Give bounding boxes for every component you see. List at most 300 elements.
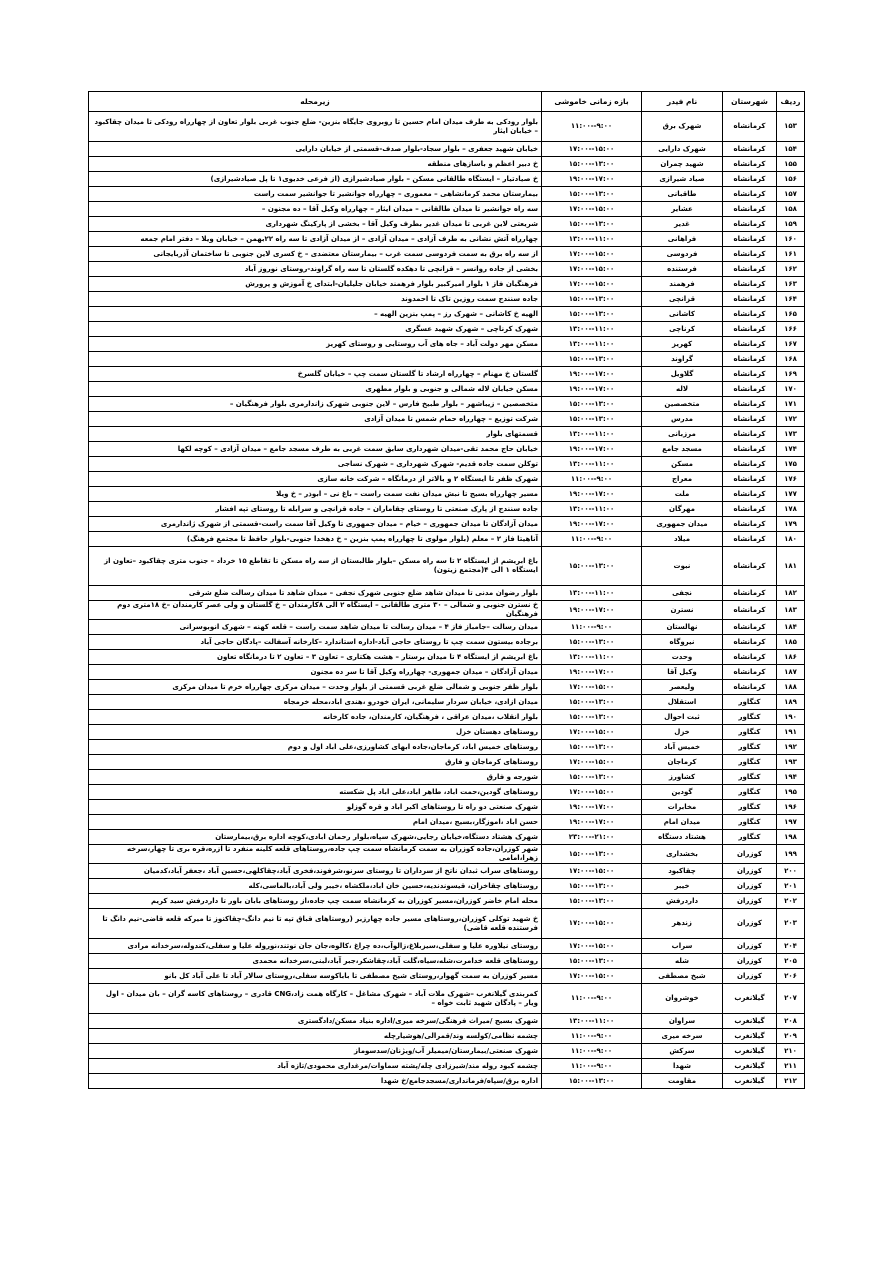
cell-outage-time: ۹:۰۰--۱۱:۰۰ (542, 984, 642, 1014)
table-row (89, 635, 805, 650)
cell-neighborhood: روستای نیلاوره علیا و سفلی،سیزبلاغ،زالوآب،ده چراغ ،کالوه،جان جان نوتند،نوروله علیا و سفلی،کندوله،سرخدانه مرادی (89, 939, 542, 954)
cell-row-number: ۱۶۴ (777, 292, 805, 307)
cell-feeder: کرماجان (642, 755, 723, 770)
cell-neighborhood: حسن اباد ،اموزگار،بسیج ،میدان امام (89, 815, 542, 830)
cell-outage-time: ۱۱:۰۰--۱۳:۰۰ (542, 586, 642, 601)
table-row (89, 217, 805, 232)
cell-outage-time: ۱۷:۰۰--۱۹:۰۰ (542, 815, 642, 830)
table-row (89, 172, 805, 187)
table-row (89, 307, 805, 322)
cell-outage-time: ۱۷:۰۰--۱۹:۰۰ (542, 601, 642, 620)
cell-feeder: مدرس (642, 412, 723, 427)
cell-city: کرمانشاه (723, 307, 777, 322)
cell-feeder: وحدت (642, 650, 723, 665)
cell-city: کنگاور (723, 830, 777, 845)
table-row (89, 939, 805, 954)
table-row (89, 262, 805, 277)
cell-row-number: ۱۵۶ (777, 172, 805, 187)
cell-row-number: ۱۷۰ (777, 382, 805, 397)
cell-outage-time: ۱۳:۰۰--۱۵:۰۰ (542, 954, 642, 969)
cell-row-number: ۲۰۰ (777, 864, 805, 879)
cell-city: گیلانغرب (723, 1059, 777, 1074)
table-row (89, 586, 805, 601)
cell-feeder: صیاد شیرازی (642, 172, 723, 187)
cell-outage-time: ۱۳:۰۰--۱۵:۰۰ (542, 307, 642, 322)
cell-outage-time: ۱۵:۰۰--۱۷:۰۰ (542, 680, 642, 695)
cell-feeder: مهرگان (642, 502, 723, 517)
table-row (89, 157, 805, 172)
cell-city: گیلانغرب (723, 1014, 777, 1029)
cell-neighborhood: باغ ابریشم از ایستگاه ۴ تا میدان برستار – هشت هکتاری – تعاون ۳ – تعاون ۲ تا درمانگاه تعاون (89, 650, 542, 665)
cell-feeder: قزانچی (642, 292, 723, 307)
cell-outage-time: ۱۱:۰۰--۱۳:۰۰ (542, 650, 642, 665)
cell-neighborhood: بلوار انقلاب ،میدان عراقی ، فرهنگیان، کارمندان، جاده کارخانه (89, 710, 542, 725)
cell-row-number: ۱۷۶ (777, 472, 805, 487)
cell-city: کرمانشاه (723, 487, 777, 502)
cell-row-number: ۱۷۵ (777, 457, 805, 472)
cell-neighborhood: از سه راه برق به سمت فردوسی سمت غرب – بیمارستان معتضدی – خ کسری لاین جنوبی تا ساختمان آذربایجانی (89, 247, 542, 262)
cell-neighborhood: روستاهای خمیس اباد، کرماجان،جاده ابهای کشاورزی،علی اباد اول و دوم (89, 740, 542, 755)
cell-row-number: ۱۷۴ (777, 442, 805, 457)
cell-feeder: خزل (642, 725, 723, 740)
cell-row-number: ۱۵۸ (777, 202, 805, 217)
cell-feeder: خمیس آباد (642, 740, 723, 755)
cell-city: کرمانشاه (723, 502, 777, 517)
cell-outage-time: ۹:۰۰--۱۱:۰۰ (542, 1059, 642, 1074)
table-row (89, 601, 805, 620)
cell-neighborhood: شریعتی لاین غربی تا میدان غدیر بطرف وکیل آقا – بخشی از پارکینگ شهرداری (89, 217, 542, 232)
cell-feeder: مخابرات (642, 800, 723, 815)
cell-feeder: میدان جمهوری (642, 517, 723, 532)
cell-city: کرمانشاه (723, 382, 777, 397)
cell-row-number: ۲۰۶ (777, 969, 805, 984)
cell-neighborhood: روستاهای کرماجان و فارق (89, 755, 542, 770)
cell-row-number: ۲۱۱ (777, 1059, 805, 1074)
cell-feeder: فرستنده (642, 262, 723, 277)
cell-row-number: ۱۷۷ (777, 487, 805, 502)
cell-outage-time: ۱۵:۰۰--۱۷:۰۰ (542, 909, 642, 939)
cell-feeder: استقلال (642, 695, 723, 710)
cell-feeder: مقاومت (642, 1074, 723, 1089)
cell-neighborhood: میدان آزادگان – میدان جمهوری- چهارراه وکیل آقا تا سر ده مجنون (89, 665, 542, 680)
cell-feeder: نبوت (642, 547, 723, 586)
cell-outage-time: ۱۵:۰۰--۱۷:۰۰ (542, 755, 642, 770)
cell-neighborhood: الهیه خ کاشانی – شهرک رز – پمپ بنزین الهیه – (89, 307, 542, 322)
cell-city: کنگاور (723, 740, 777, 755)
cell-outage-time: ۱۱:۰۰--۱۳:۰۰ (542, 1014, 642, 1029)
cell-city: کنگاور (723, 800, 777, 815)
cell-outage-time: ۱۳:۰۰--۱۵:۰۰ (542, 187, 642, 202)
cell-outage-time: ۱۱:۰۰--۱۳:۰۰ (542, 337, 642, 352)
cell-outage-time: ۱۱:۰۰--۱۳:۰۰ (542, 232, 642, 247)
cell-neighborhood: میدان ازادی، خیابان سردار سلیمانی، ایران خودرو ،هندی اباد،محله خرمجاه (89, 695, 542, 710)
table-row (89, 845, 805, 864)
cell-row-number: ۲۱۰ (777, 1044, 805, 1059)
cell-row-number: ۱۹۵ (777, 785, 805, 800)
cell-row-number: ۱۵۷ (777, 187, 805, 202)
cell-city: کرمانشاه (723, 292, 777, 307)
cell-neighborhood: خیابان حاج محمد تقی-میدان شهرداری سابق سمت غربی به طرف مسجد جامع – میدان آزادی – کوچه لکها (89, 442, 542, 457)
table-row (89, 770, 805, 785)
cell-city: کرمانشاه (723, 665, 777, 680)
cell-outage-time: ۱۳:۰۰--۱۵:۰۰ (542, 635, 642, 650)
cell-city: کرمانشاه (723, 397, 777, 412)
cell-feeder: گراوند (642, 352, 723, 367)
table-row (89, 547, 805, 586)
cell-outage-time: ۱۵:۰۰--۱۷:۰۰ (542, 785, 642, 800)
cell-feeder: مسکن (642, 457, 723, 472)
cell-feeder: فرهمند (642, 277, 723, 292)
cell-feeder: چقاکبود (642, 864, 723, 879)
cell-city: کوزران (723, 845, 777, 864)
cell-city: کرمانشاه (723, 142, 777, 157)
cell-feeder: هشتاد دستگاه (642, 830, 723, 845)
cell-outage-time: ۹:۰۰--۱۱:۰۰ (542, 1044, 642, 1059)
cell-neighborhood: محله امام خاضر کوزران،مسیر کوزران به کرمانشاه سمت چپ جاده،از روستاهای بابان باور تا داردرفش سید کریم (89, 894, 542, 909)
cell-row-number: ۲۰۴ (777, 939, 805, 954)
cell-feeder: داردرفش (642, 894, 723, 909)
cell-feeder: خوشروان (642, 984, 723, 1014)
cell-neighborhood: قسمتهای بلوار (89, 427, 542, 442)
cell-city: کوزران (723, 864, 777, 879)
cell-feeder: گلاویل (642, 367, 723, 382)
cell-row-number: ۱۶۹ (777, 367, 805, 382)
cell-feeder: نیروگاه (642, 635, 723, 650)
cell-city: کرمانشاه (723, 586, 777, 601)
cell-city: کرمانشاه (723, 337, 777, 352)
cell-neighborhood: خ شهید توکلی کوزران،روستاهای مسیر جاده چهارزبر (روستاهای قباق تپه تا نیم دانگ-چقاکنوز تا میرکه قلعه قاضی-نیم دانگ تا فرستنده قلعه قاضی) (89, 909, 542, 939)
cell-neighborhood (89, 352, 542, 367)
cell-outage-time: ۱۱:۰۰--۱۳:۰۰ (542, 457, 642, 472)
table-row (89, 112, 805, 142)
cell-neighborhood: بلوار رضوان مدنی تا میدان شاهد ضلع جنوبی شهرک نجفی – میدان شاهد تا میدان رسالت ضلع شرقی (89, 586, 542, 601)
cell-neighborhood: توکلن سمت جاده قدیم- شهرک شهرداری – شهرک نساجی (89, 457, 542, 472)
cell-neighborhood: روستاهای قلعه خدامرت،شله،سیاه،گلت آباد،چقاشکر،جبر آباد،لبنی،سرخدانه محمدی (89, 954, 542, 969)
cell-feeder: نهالستان (642, 620, 723, 635)
cell-outage-time: ۱۳:۰۰--۱۵:۰۰ (542, 352, 642, 367)
cell-row-number: ۱۸۰ (777, 532, 805, 547)
cell-city: کنگاور (723, 785, 777, 800)
cell-outage-time: ۱۳:۰۰--۱۵:۰۰ (542, 397, 642, 412)
cell-city: کرمانشاه (723, 635, 777, 650)
table-row (89, 322, 805, 337)
cell-feeder: ولیعصر (642, 680, 723, 695)
cell-feeder: کاشانی (642, 307, 723, 322)
cell-row-number: ۱۵۵ (777, 157, 805, 172)
cell-neighborhood: شهر کوزران،جاده کوزران به سمت کرمانشاه سمت چپ جاده،روستاهای قلعه کلینه منفرد تا ازره،قره بری تا چهار،سرخه زهرا،امامی (89, 845, 542, 864)
cell-feeder: شله (642, 954, 723, 969)
cell-outage-time: ۱۵:۰۰--۱۷:۰۰ (542, 202, 642, 217)
cell-outage-time: ۱۵:۰۰--۱۷:۰۰ (542, 277, 642, 292)
cell-feeder: گودین (642, 785, 723, 800)
cell-neighborhood: مسیر کوزران به سمت گهوار،روستای شیخ مصطفی تا باباکوسه سفلی،روستای سالار آباد تا علی آباد کل بانو (89, 969, 542, 984)
cell-neighborhood: شهرک هشتاد دستگاه،خیابان رجایی،شهرک سپاه،بلوار رحمان ابادی،کوچه اداره برق،بیمارستان (89, 830, 542, 845)
cell-row-number: ۱۸۵ (777, 635, 805, 650)
outage-table (88, 91, 805, 1089)
cell-city: کوزران (723, 939, 777, 954)
cell-row-number: ۲۰۱ (777, 879, 805, 894)
cell-outage-time: ۱۵:۰۰--۱۷:۰۰ (542, 725, 642, 740)
cell-row-number: ۱۶۱ (777, 247, 805, 262)
cell-row-number: ۱۵۹ (777, 217, 805, 232)
cell-outage-time: ۱۳:۰۰--۱۵:۰۰ (542, 217, 642, 232)
cell-row-number: ۱۸۲ (777, 586, 805, 601)
cell-neighborhood: شهرک ظفر تا ایستگاه ۲ و بالاتر از درمانگاه – شرکت خانه سازی (89, 472, 542, 487)
cell-city: کنگاور (723, 815, 777, 830)
cell-outage-time: ۱۱:۰۰--۱۳:۰۰ (542, 502, 642, 517)
cell-outage-time: ۱۵:۰۰--۱۷:۰۰ (542, 262, 642, 277)
cell-outage-time: ۱۳:۰۰--۱۵:۰۰ (542, 547, 642, 586)
cell-city: کوزران (723, 909, 777, 939)
cell-row-number: ۱۸۴ (777, 620, 805, 635)
cell-row-number: ۱۵۴ (777, 142, 805, 157)
cell-neighborhood: شورجه و فارق (89, 770, 542, 785)
table-body (89, 112, 805, 1089)
table-row (89, 457, 805, 472)
cell-neighborhood: فرهنگیان فاز ۱ بلوار امیرکبیر بلوار فرهمند خیابان جلیلیان-ابتدای خ آموزش و پرورش (89, 277, 542, 292)
header-feeder: نام فیدر (642, 92, 723, 112)
cell-feeder: زندهر (642, 909, 723, 939)
cell-neighborhood: کمربندی گیلانغرب –شهرک ملات آباد – شهرک مشاغل – کارگاه همت زاد،CNG قادری – روستاهای کاسه گران – بان میدان - اول ویار – پادگان شهید ثابت خواه – (89, 984, 542, 1014)
cell-row-number: ۱۸۷ (777, 665, 805, 680)
cell-city: کرمانشاه (723, 601, 777, 620)
cell-neighborhood: بلوار ظفر جنوبی و شمالی ضلع غربی قسمتی از بلوار وحدت – میدان مرکزی چهارراه خرم تا میدان مرکزی (89, 680, 542, 695)
cell-row-number: ۱۶۰ (777, 232, 805, 247)
cell-row-number: ۲۱۲ (777, 1074, 805, 1089)
cell-neighborhood: شهرک بسیج /میراث فرهنگی/سرخه میری/اداره بنیاد مسکن/دادگستری (89, 1014, 542, 1029)
cell-city: گیلانغرب (723, 1074, 777, 1089)
cell-row-number: ۱۶۲ (777, 262, 805, 277)
cell-feeder: خیبر (642, 879, 723, 894)
cell-outage-time: ۱۷:۰۰--۱۹:۰۰ (542, 800, 642, 815)
cell-city: گیلانغرب (723, 1044, 777, 1059)
table-row (89, 427, 805, 442)
table-row (89, 247, 805, 262)
cell-row-number: ۱۹۶ (777, 800, 805, 815)
cell-outage-time: ۱۵:۰۰--۱۷:۰۰ (542, 247, 642, 262)
cell-outage-time: ۱۷:۰۰--۱۹:۰۰ (542, 442, 642, 457)
cell-feeder: غدیر (642, 217, 723, 232)
cell-outage-time: ۹:۰۰--۱۱:۰۰ (542, 620, 642, 635)
cell-neighborhood: مسکن خیابان لاله شمالی و جنوبی و بلوار مطهری (89, 382, 542, 397)
table-row (89, 695, 805, 710)
cell-row-number: ۲۰۹ (777, 1029, 805, 1044)
cell-feeder: متخصصین (642, 397, 723, 412)
cell-neighborhood: خیابان شهید جعفری – بلوار سجاد-بلوار صدف-قسمتی از خیابان دارایی (89, 142, 542, 157)
cell-outage-time: ۱۷:۰۰--۱۹:۰۰ (542, 382, 642, 397)
table-row (89, 710, 805, 725)
cell-feeder: کشاورز (642, 770, 723, 785)
table-row (89, 740, 805, 755)
cell-outage-time: ۹:۰۰--۱۱:۰۰ (542, 112, 642, 142)
cell-city: کرمانشاه (723, 680, 777, 695)
cell-feeder: شهید چمران (642, 157, 723, 172)
cell-neighborhood: مسکن مهر دولت آباد – جاه های آب روستایی و روستای کهریز (89, 337, 542, 352)
cell-city: کرمانشاه (723, 650, 777, 665)
table-row (89, 442, 805, 457)
cell-feeder: مرزبانی (642, 427, 723, 442)
cell-row-number: ۱۶۷ (777, 337, 805, 352)
cell-feeder: لاله (642, 382, 723, 397)
cell-outage-time: ۲۱:۰۰--۲۳:۰۰ (542, 830, 642, 845)
table-row (89, 352, 805, 367)
cell-row-number: ۱۹۰ (777, 710, 805, 725)
cell-feeder: میلاد (642, 532, 723, 547)
cell-city: کنگاور (723, 770, 777, 785)
cell-neighborhood: جاده سنندج از پارک صنعتی تا روستای چقاماران – جاده قزانچی و سرابله تا روستای تپه افشار (89, 502, 542, 517)
header-city: شهرستان (723, 92, 777, 112)
cell-row-number: ۱۹۴ (777, 770, 805, 785)
cell-neighborhood: خ دبیر اعظم و باسازهای منطقه (89, 157, 542, 172)
cell-feeder: وکیل آقا (642, 665, 723, 680)
cell-outage-time: ۱۳:۰۰--۱۵:۰۰ (542, 695, 642, 710)
cell-feeder: کرناچی (642, 322, 723, 337)
table-row (89, 680, 805, 695)
cell-outage-time: ۱۷:۰۰--۱۹:۰۰ (542, 487, 642, 502)
cell-row-number: ۱۷۲ (777, 412, 805, 427)
cell-feeder: شیخ مصطفی (642, 969, 723, 984)
cell-outage-time: ۱۱:۰۰--۱۳:۰۰ (542, 322, 642, 337)
cell-feeder: سراب (642, 939, 723, 954)
table-row (89, 954, 805, 969)
cell-row-number: ۱۹۳ (777, 755, 805, 770)
cell-feeder: نجفی (642, 586, 723, 601)
cell-row-number: ۱۷۹ (777, 517, 805, 532)
cell-row-number: ۱۸۸ (777, 680, 805, 695)
cell-city: کنگاور (723, 755, 777, 770)
cell-outage-time: ۱۱:۰۰--۱۳:۰۰ (542, 427, 642, 442)
cell-city: کرمانشاه (723, 172, 777, 187)
cell-row-number: ۲۰۷ (777, 984, 805, 1014)
cell-neighborhood: باغ ابریشم از ایستگاه ۲ تا سه راه مسکن –بلوار طالبستان از سه راه مسکن تا تقاطع ۱۵ خرداد – جنوب متری چقاکبود –تعاون از ایستگاه ۱ الی ۴(مجتمع زیتون) (89, 547, 542, 586)
cell-city: کرمانشاه (723, 277, 777, 292)
cell-row-number: ۱۸۶ (777, 650, 805, 665)
cell-row-number: ۲۰۲ (777, 894, 805, 909)
cell-city: کرمانشاه (723, 547, 777, 586)
table-row (89, 830, 805, 845)
table-row (89, 397, 805, 412)
table-row (89, 232, 805, 247)
table-row (89, 517, 805, 532)
cell-feeder: طاقبانی (642, 187, 723, 202)
cell-feeder: معراج (642, 472, 723, 487)
cell-feeder: عشایر (642, 202, 723, 217)
cell-neighborhood: شهرک صنعتی دو راه تا روستاهای اکبر اباد و قره گوزلو (89, 800, 542, 815)
cell-feeder: مسجد جامع (642, 442, 723, 457)
table-row (89, 969, 805, 984)
cell-feeder: بخشداری (642, 845, 723, 864)
outage-schedule-page (89, 91, 805, 1089)
table-row (89, 1074, 805, 1089)
cell-city: کرمانشاه (723, 157, 777, 172)
cell-city: کرمانشاه (723, 442, 777, 457)
cell-city: کوزران (723, 969, 777, 984)
cell-city: کرمانشاه (723, 457, 777, 472)
cell-neighborhood: شهرک صنعتی/بیمارستان/میمیلز آب/ویژنان/سدسوماز (89, 1044, 542, 1059)
cell-outage-time: ۱۳:۰۰--۱۵:۰۰ (542, 894, 642, 909)
cell-outage-time: ۱۵:۰۰--۱۷:۰۰ (542, 864, 642, 879)
cell-neighborhood: اداره برق/سپاه/فرمانداری/مسجدجامع/خ شهدا (89, 1074, 542, 1089)
table-row (89, 815, 805, 830)
table-row (89, 755, 805, 770)
header-outage-time: بازه زمانی خاموشی (542, 92, 642, 112)
table-row (89, 785, 805, 800)
table-row (89, 187, 805, 202)
cell-city: کرمانشاه (723, 620, 777, 635)
cell-row-number: ۱۶۸ (777, 352, 805, 367)
table-row (89, 984, 805, 1014)
cell-city: کرمانشاه (723, 262, 777, 277)
table-row (89, 620, 805, 635)
table-row (89, 1029, 805, 1044)
cell-row-number: ۱۸۳ (777, 601, 805, 620)
cell-feeder: شهرک دارایی (642, 142, 723, 157)
cell-city: کوزران (723, 879, 777, 894)
table-row (89, 532, 805, 547)
cell-row-number: ۱۸۹ (777, 695, 805, 710)
cell-neighborhood: چشمه کبود روله مند/شیرزادی چله/پشته سماوات/مرغداری محمودی/تازه آباد (89, 1059, 542, 1074)
cell-feeder: فراهانی (642, 232, 723, 247)
cell-outage-time: ۱۳:۰۰--۱۵:۰۰ (542, 1074, 642, 1089)
cell-neighborhood: روستاهای دهستان خزل (89, 725, 542, 740)
cell-row-number: ۱۷۱ (777, 397, 805, 412)
cell-city: کنگاور (723, 695, 777, 710)
cell-outage-time: ۹:۰۰--۱۱:۰۰ (542, 532, 642, 547)
cell-row-number: ۱۷۳ (777, 427, 805, 442)
table-row (89, 725, 805, 740)
table-row (89, 337, 805, 352)
cell-neighborhood: گلستان خ مهنام – چهارراه ارشاد تا گلستان سمت چپ – خیابان گلسرخ (89, 367, 542, 382)
cell-outage-time: ۱۳:۰۰--۱۵:۰۰ (542, 879, 642, 894)
table-row (89, 292, 805, 307)
cell-neighborhood: جاده سنندج سمت روزین تاک تا احمدوند (89, 292, 542, 307)
cell-city: گیلانغرب (723, 984, 777, 1014)
cell-neighborhood: آناهیتا فاز ۲ – معلم (بلوار مولوی تا چهارراه پمپ بنزین – خ دهخدا جنوبی-بلوار حافظ تا مجتمع فرهنگ) (89, 532, 542, 547)
cell-city: کوزران (723, 954, 777, 969)
table-row (89, 909, 805, 939)
cell-city: کرمانشاه (723, 112, 777, 142)
cell-neighborhood: شرکت توزیع – چهارراه حمام شمس تا میدان آزادی (89, 412, 542, 427)
table-row (89, 1044, 805, 1059)
table-row (89, 367, 805, 382)
cell-city: کوزران (723, 894, 777, 909)
cell-city: کرمانشاه (723, 517, 777, 532)
cell-neighborhood: چهارراه آتش نشانی به طرف آزادی – میدان آزادی – از میدان آزادی تا سه راه ۲۲بهمن – خیابان ویلا – دفتر امام جمعه (89, 232, 542, 247)
cell-row-number: ۱۶۶ (777, 322, 805, 337)
cell-city: کنگاور (723, 725, 777, 740)
cell-city: کرمانشاه (723, 202, 777, 217)
table-row (89, 650, 805, 665)
cell-city: کرمانشاه (723, 232, 777, 247)
cell-row-number: ۱۵۳ (777, 112, 805, 142)
cell-feeder: ملت (642, 487, 723, 502)
cell-feeder: شهرک برق (642, 112, 723, 142)
cell-outage-time: ۱۳:۰۰--۱۵:۰۰ (542, 710, 642, 725)
cell-outage-time: ۱۳:۰۰--۱۵:۰۰ (542, 770, 642, 785)
table-row (89, 864, 805, 879)
cell-outage-time: ۱۷:۰۰--۱۹:۰۰ (542, 665, 642, 680)
table-header-row (89, 92, 805, 112)
cell-feeder: ثبت احوال (642, 710, 723, 725)
cell-city: کرمانشاه (723, 247, 777, 262)
cell-city: کرمانشاه (723, 352, 777, 367)
cell-city: گیلانغرب (723, 1029, 777, 1044)
table-row (89, 382, 805, 397)
table-row (89, 894, 805, 909)
cell-feeder: سرخه میری (642, 1029, 723, 1044)
header-row-number: ردیف (777, 92, 805, 112)
cell-feeder: نسترن (642, 601, 723, 620)
